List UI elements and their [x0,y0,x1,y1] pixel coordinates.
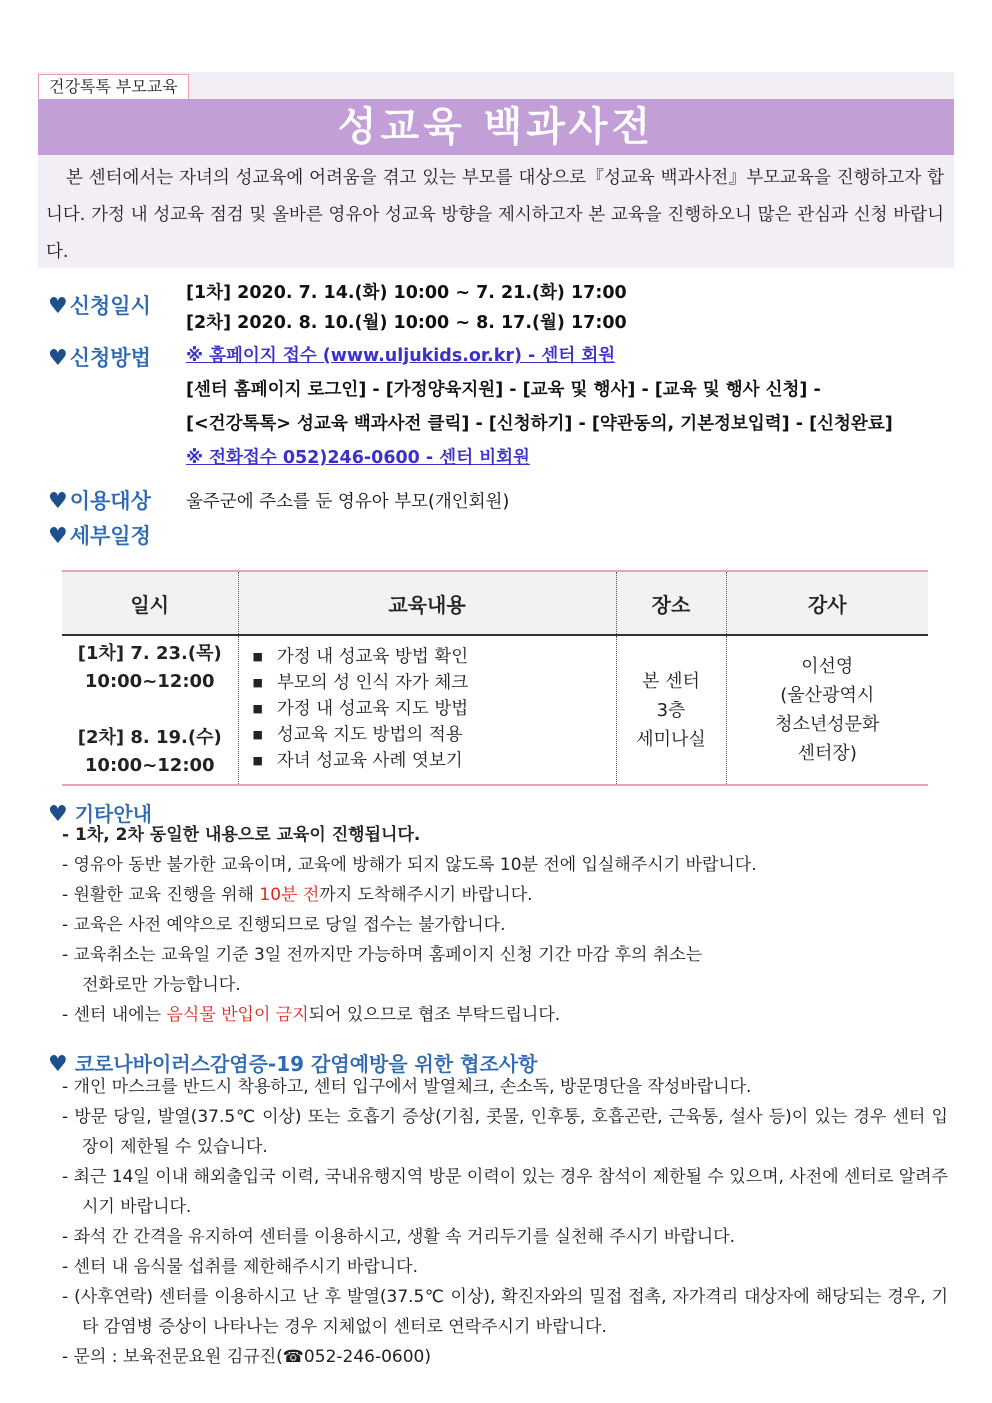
header-instructor: 강사 [726,571,928,635]
list-item: ■ 부모의 성 인식 자가 체크 [253,671,615,697]
covid-title-text: 코로나바이러스감염증-19 감염예방을 위한 협조사항 [74,1052,538,1076]
heart-icon: ♥ [48,524,68,549]
list-item: - 좌석 간 간격을 유지하여 센터를 이용하시고, 생활 속 거리두기를 실천해 주시기 바랍니다. [62,1222,948,1252]
section-apply-method [48,342,151,372]
time-2: 10:00~12:00 [84,755,215,776]
notice-text: 되어 있으므로 협조 부탁드립니다. [308,1005,561,1025]
section-schedule [48,520,151,550]
highlight-text: 음식물 반입이 금지 [166,1005,309,1025]
content-list [253,645,615,775]
header-content: 교육내용 [238,571,616,635]
program-tag: 건강톡톡 부모교육 [38,74,189,100]
notice-text: 원활한 교육 진행을 위해 [73,885,260,905]
notice-text: 영유아 동반 불가한 교육이며, 교육에 방해가 되지 않도록 10분 전에 입실해주시기 바랍니다. [73,855,757,875]
phone-apply-link[interactable]: ※ 전화접수 052)246-0600 - 센터 비회원 [186,448,530,468]
notice-title-text: 기타안내 [74,802,152,826]
list-item: ■ 가정 내 성교육 방법 확인 [253,645,615,671]
notice-text: 전화로만 가능합니다. [82,975,241,995]
list-item: - 개인 마스크를 반드시 착용하고, 센터 입구에서 발열체크, 손소독, 방문명단을 작성바랍니다. [62,1072,948,1102]
section-target [48,485,151,515]
list-item: - 문의 : 보육전문요원 김규진(☎052-246-0600) [62,1342,948,1372]
place-line: 세미나실 [636,728,706,750]
notice-list [62,820,948,1030]
list-item: - 최근 14일 이내 해외출입국 이력, 국내유행지역 방문 이력이 있는 경우 참석이 제한될 수 있으며, 사전에 센터로 알려주시기 바랍니다. [62,1162,948,1222]
instructor-line: 청소년성문화 [775,714,880,735]
list-item [62,820,948,850]
instructor-line: 이선영 [801,656,854,677]
list-item: ■ 자녀 성교육 사례 엿보기 [253,749,615,775]
heart-icon: ♥ [48,346,68,371]
instructor-cell [726,635,928,785]
list-item: - 센터 내 음식물 섭취를 제한해주시기 바랍니다. [62,1252,948,1282]
notice-text: 센터 내에는 [73,1005,167,1025]
apply-steps-line-1: [센터 홈페이지 로그인] - [가정양육지원] - [교육 및 행사] - [교육 및 행사 신청] - [186,380,821,400]
instructor-line: (울산광역시 [780,685,875,706]
section-label: 이용대상 [69,489,151,513]
header-date: 일시 [62,571,238,635]
heart-icon: ♥ [48,1052,68,1077]
instructor-line: 센터장) [797,743,857,764]
content-cell [238,635,616,785]
schedule-table [62,570,928,786]
heart-icon: ♥ [48,294,68,319]
list-item [62,850,948,880]
place-line: 본 센터 [642,670,700,692]
table-row [62,635,928,785]
header-place: 장소 [616,571,726,635]
date-cell [62,635,238,785]
list-item [62,910,948,940]
notice-text: 교육은 사전 예약으로 진행되므로 당일 접수는 불가합니다. [73,915,506,935]
notice-text: 교육취소는 교육일 기준 3일 전까지만 가능하며 홈페이지 신청 기간 마감 후의 취소는 [73,945,703,965]
apply-date-line-2: [2차] 2020. 8. 10.(월) 10:00 ~ 8. 17.(월) 17:00 [186,313,627,333]
apply-date-line-1: [1차] 2020. 7. 14.(화) 10:00 ~ 7. 21.(화) 17:00 [186,283,627,303]
section-label: 세부일정 [69,524,151,548]
intro-paragraph [46,160,944,271]
spacer [63,696,237,724]
time-1: 10:00~12:00 [84,671,215,692]
heart-icon: ♥ [48,802,68,827]
list-item [62,940,948,1000]
table-header-row [62,571,928,635]
homepage-apply-link[interactable]: ※ 홈페이지 접수 (www.uljukids.or.kr) - 센터 회원 [186,346,616,366]
date-2: [2차] 8. 19.(수) [77,727,222,748]
date-1: [1차] 7. 23.(목) [77,643,222,664]
list-item [62,1000,948,1030]
section-label: 신청방법 [69,346,151,370]
section-label: 신청일시 [69,294,151,318]
notice-text: 까지 도착해주시기 바랍니다. [319,885,533,905]
list-item: - 방문 당일, 발열(37.5℃ 이상) 또는 호흡기 증상(기침, 콧물, 인후통, 호흡곤란, 근육통, 설사 등)이 있는 경우 센터 입장이 제한될 수 있습니다. [62,1102,948,1162]
notice-text: 1차, 2차 동일한 내용으로 교육이 진행됩니다. [74,825,421,845]
highlight-text: 10분 전 [259,885,320,905]
page-title: 성교육 백과사전 [38,99,954,155]
list-item: ■ 가정 내 성교육 지도 방법 [253,697,615,723]
list-item: - (사후연락) 센터를 이용하시고 난 후 발열(37.5℃ 이상), 확진자와의 밀접 접촉, 자가격리 대상자에 해당되는 경우, 기타 감염병 증상이 나타나는 경우 지체없이 센터로 연락주시기 바랍니다. [62,1282,948,1342]
list-item: ■ 성교육 지도 방법의 적용 [253,723,615,749]
section-apply-date [48,290,151,320]
heart-icon: ♥ [48,489,68,514]
place-cell [616,635,726,785]
intro-text: 본 센터에서는 자녀의 성교육에 어려움을 겪고 있는 부모를 대상으로『성교육 백과사전』부모교육을 진행하고자 합니다. 가정 내 성교육 점검 및 올바른 영유아 성교육 방향을 제시하고자 본 교육을 진행하오니 많은 관심과 신청 바랍니다. [46,168,944,262]
apply-steps-line-2: [<건강톡톡> 성교육 백과사전 클릭] - [신청하기] - [약관동의, 기본정보입력] - [신청완료] [186,414,893,434]
place-line: 3층 [656,699,686,721]
list-item [62,880,948,910]
target-text: 울주군에 주소를 둔 영유아 부모(개인회원) [186,492,510,512]
covid-list [62,1072,948,1372]
